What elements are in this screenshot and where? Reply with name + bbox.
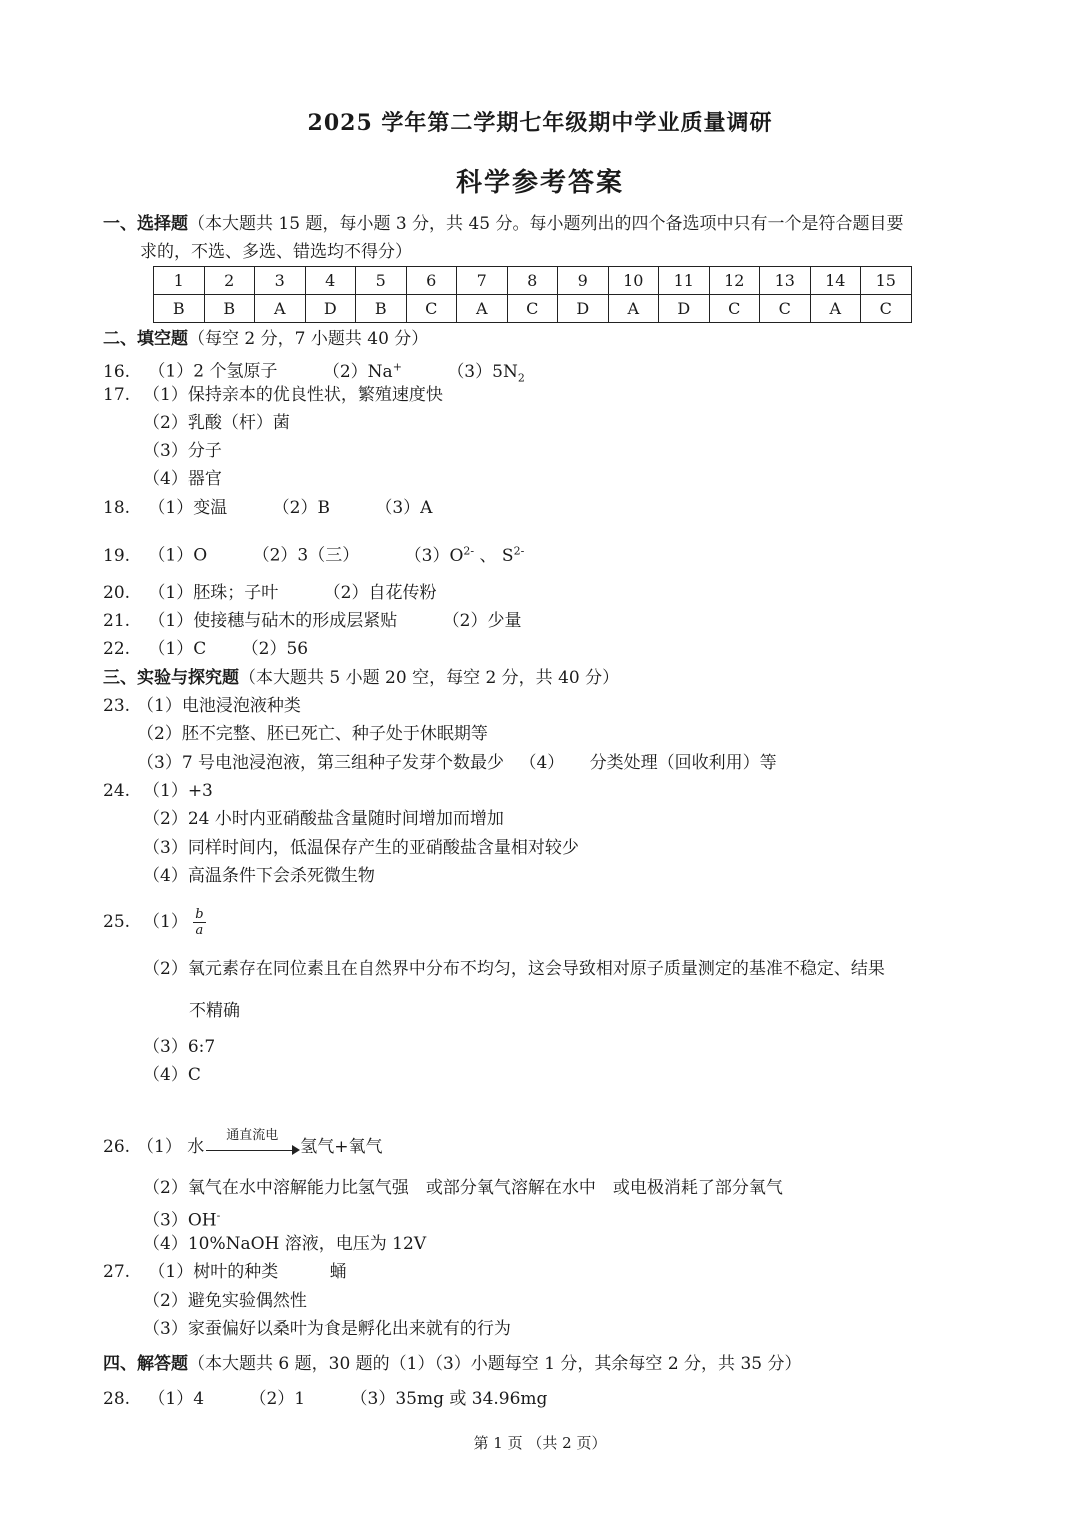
arrow-line <box>206 1150 294 1151</box>
table-cell: B <box>204 295 255 323</box>
section1-heading: 一、选择题 <box>103 214 188 234</box>
q17-line <box>103 383 443 407</box>
q25-answer-2-cont: 不精确 <box>189 1001 240 1021</box>
q28-line <box>103 1387 547 1411</box>
q24-number: 24. <box>103 781 131 801</box>
section2-heading: 二、填空题 <box>103 329 188 349</box>
q26-number: 26. <box>103 1137 131 1157</box>
section4-heading: 四、解答题 <box>103 1354 188 1374</box>
table-cell: A <box>457 295 508 323</box>
q23-answer-3: （3）7 号电池浸泡液，第三组种子发芽个数最少 <box>137 753 505 773</box>
q28-answer-3: （3）35mg 或 34.96mg <box>350 1389 548 1409</box>
section1-header <box>103 212 904 236</box>
q23-number: 23. <box>103 696 131 716</box>
q16-answer-2: （2）Na+ <box>322 360 402 382</box>
table-cell: 5 <box>356 267 407 295</box>
table-cell: C <box>406 295 457 323</box>
table-cell: A <box>810 295 861 323</box>
table-cell: 6 <box>406 267 457 295</box>
section3-header <box>103 666 619 690</box>
table-cell: 11 <box>659 267 710 295</box>
q17-number: 17. <box>103 385 131 405</box>
q25-answer-4: （4）C <box>143 1065 201 1085</box>
page-title: 2025 学年第二学期七年级期中学业质量调研 <box>307 110 773 136</box>
q20-number: 20. <box>103 583 131 603</box>
q26-answer-4: （4）10%NaOH 溶液，电压为 12V <box>143 1234 427 1254</box>
q18-answer-1: （1）变温 <box>148 498 228 518</box>
q25-number: 25. <box>103 912 131 932</box>
table-cell: A <box>608 295 659 323</box>
table-cell: 15 <box>861 267 912 295</box>
q20-answer-2: （2）自花传粉 <box>323 583 437 603</box>
section3-desc: （本大题共 5 小题 20 空，每空 2 分，共 40 分） <box>239 668 620 688</box>
arrow-head-icon <box>292 1145 300 1155</box>
table-cell: 2 <box>204 267 255 295</box>
q19-number: 19. <box>103 545 131 566</box>
table-cell: 7 <box>457 267 508 295</box>
q24-answer-2: （2）24 小时内亚硝酸盐含量随时间增加而增加 <box>143 809 504 829</box>
q16-answer-3: $(3)5N_2$ <box>447 361 525 385</box>
q18-answer-3: （3）A <box>375 498 433 518</box>
q21-answer-1: （1）使接穗与砧木的形成层紧贴 <box>148 611 398 631</box>
section3-heading: 三、实验与探究题 <box>103 668 239 688</box>
q18-line <box>103 496 432 520</box>
q27-number: 27. <box>103 1262 131 1282</box>
q27-answer-2: （2）避免实验偶然性 <box>143 1291 307 1311</box>
q26-answer-2: （2）氧气在水中溶解能力比氢气强 或部分氧气溶解在水中 或电极消耗了部分氧气 <box>143 1178 783 1198</box>
q19-line <box>103 539 524 568</box>
table-cell: C <box>861 295 912 323</box>
q25-answer-2: （2）氧元素存在同位素且在自然界中分布不均匀，这会导致相对原子质量测定的基准不稳定、结果 <box>143 959 885 979</box>
q27-answer-1b: 蛹 <box>329 1262 347 1282</box>
section2-desc: （每空 2 分，7 小题共 40 分） <box>188 329 429 349</box>
table-cell: 8 <box>507 267 558 295</box>
q18-answer-2: （2）B <box>272 498 330 518</box>
q19-answer-1: （1）O <box>148 545 208 566</box>
q24-answer-1: （1）+3 <box>143 781 213 801</box>
q26-products: 氢气+氧气 <box>300 1137 383 1157</box>
q17-answer-3: （3）分子 <box>143 441 222 461</box>
q24-answer-4: （4）高温条件下会杀死微生物 <box>143 866 375 886</box>
table-cell: 10 <box>608 267 659 295</box>
section4-desc: （本大题共 6 题，30 题的（1）（3）小题每空 1 分，其余每空 2 分，共 35 分） <box>188 1354 802 1374</box>
table-cell: 13 <box>760 267 811 295</box>
q17-answer-4: （4）器官 <box>143 469 222 489</box>
q28-number: 28. <box>103 1389 131 1409</box>
section1-desc-cont: 求的，不选、多选、错选均不得分） <box>140 242 412 262</box>
q20-answer-1: （1）胚珠；子叶 <box>148 583 279 603</box>
q27-line <box>103 1260 347 1284</box>
q22-answer-2: （2）56 <box>241 639 309 659</box>
table-cell: A <box>255 295 306 323</box>
q21-line <box>103 609 521 633</box>
reaction-condition: 通直流电 <box>226 1127 279 1143</box>
q18-number: 18. <box>103 498 131 518</box>
q17-answer-1: （1）保持亲本的优良性状，繁殖速度快 <box>143 385 443 405</box>
q27-answer-3: （3）家蚕偏好以桑叶为食是孵化出来就有的行为 <box>143 1319 511 1339</box>
table-cell: C <box>760 295 811 323</box>
page-subtitle: 科学参考答案 <box>455 168 624 198</box>
q28-answer-2: （2）1 <box>249 1389 306 1409</box>
q25-answer-1-label: （1） <box>143 912 188 932</box>
q22-line <box>103 637 308 661</box>
q16-answer-1: （1）2 个氢原子 <box>148 361 278 382</box>
q27-answer-1: （1）树叶的种类 <box>148 1262 279 1282</box>
fraction-numerator: b <box>195 907 204 922</box>
table-cell: B <box>356 295 407 323</box>
q20-line <box>103 581 436 605</box>
section1-desc: （本大题共 15 题，每小题 3 分，共 45 分。每小题列出的四个备选项中只有一个是符合题目要 <box>188 214 904 234</box>
table-cell: 9 <box>558 267 609 295</box>
table-cell: C <box>709 295 760 323</box>
table-cell: C <box>507 295 558 323</box>
choice-answer-table <box>153 266 912 323</box>
table-cell: 1 <box>154 267 205 295</box>
table-cell: B <box>154 295 205 323</box>
q17-answer-2: （2）乳酸（杆）菌 <box>143 413 290 433</box>
table-cell: 3 <box>255 267 306 295</box>
q24-answer-3: （3）同样时间内，低温保存产生的亚硝酸盐含量相对较少 <box>143 838 579 858</box>
q21-answer-2: （2）少量 <box>442 611 522 631</box>
q26-answer-1-label: （1） <box>137 1137 182 1157</box>
q19-answer-3: $(3)O^{2-}$ 、 $S^{2-}$ <box>404 544 525 566</box>
q22-answer-1: （1）C <box>148 639 207 659</box>
q25-answer-3: （3）6:7 <box>143 1037 216 1057</box>
q23-answer-4-label: （4） <box>519 753 565 773</box>
table-cell: D <box>558 295 609 323</box>
section4-header <box>103 1352 801 1376</box>
q28-answer-1: （1）4 <box>148 1389 205 1409</box>
q21-number: 21. <box>103 611 131 631</box>
reaction-arrow <box>204 1127 300 1160</box>
q23-line <box>103 694 301 718</box>
q24-line <box>103 779 213 803</box>
table-row-answers <box>154 295 912 323</box>
q22-number: 22. <box>103 639 131 659</box>
q25-line <box>103 907 206 938</box>
q19-answer-2: （2）3（三） <box>252 545 360 566</box>
q26-line <box>103 1127 383 1160</box>
q23-answer-3-line <box>137 751 777 775</box>
table-cell: 12 <box>709 267 760 295</box>
q26-reactant: 水 <box>187 1137 205 1157</box>
section2-header <box>103 327 428 351</box>
table-cell: 14 <box>810 267 861 295</box>
q23-answer-2: （2）胚不完整、胚已死亡、种子处于休眠期等 <box>137 724 488 744</box>
table-cell: 4 <box>305 267 356 295</box>
table-cell: D <box>305 295 356 323</box>
q23-answer-4: 分类处理（回收利用）等 <box>589 753 777 773</box>
q23-answer-1: （1）电池浸泡液种类 <box>137 696 301 716</box>
table-row-numbers <box>154 267 912 295</box>
q26-answer-3: （3）OH- <box>143 1209 221 1231</box>
table-cell: D <box>659 295 710 323</box>
fraction-denominator: a <box>195 923 204 938</box>
q16-number: 16. <box>103 361 131 382</box>
q25-fraction <box>193 907 205 938</box>
page-footer: 第 1 页 （共 2 页） <box>473 1434 607 1452</box>
